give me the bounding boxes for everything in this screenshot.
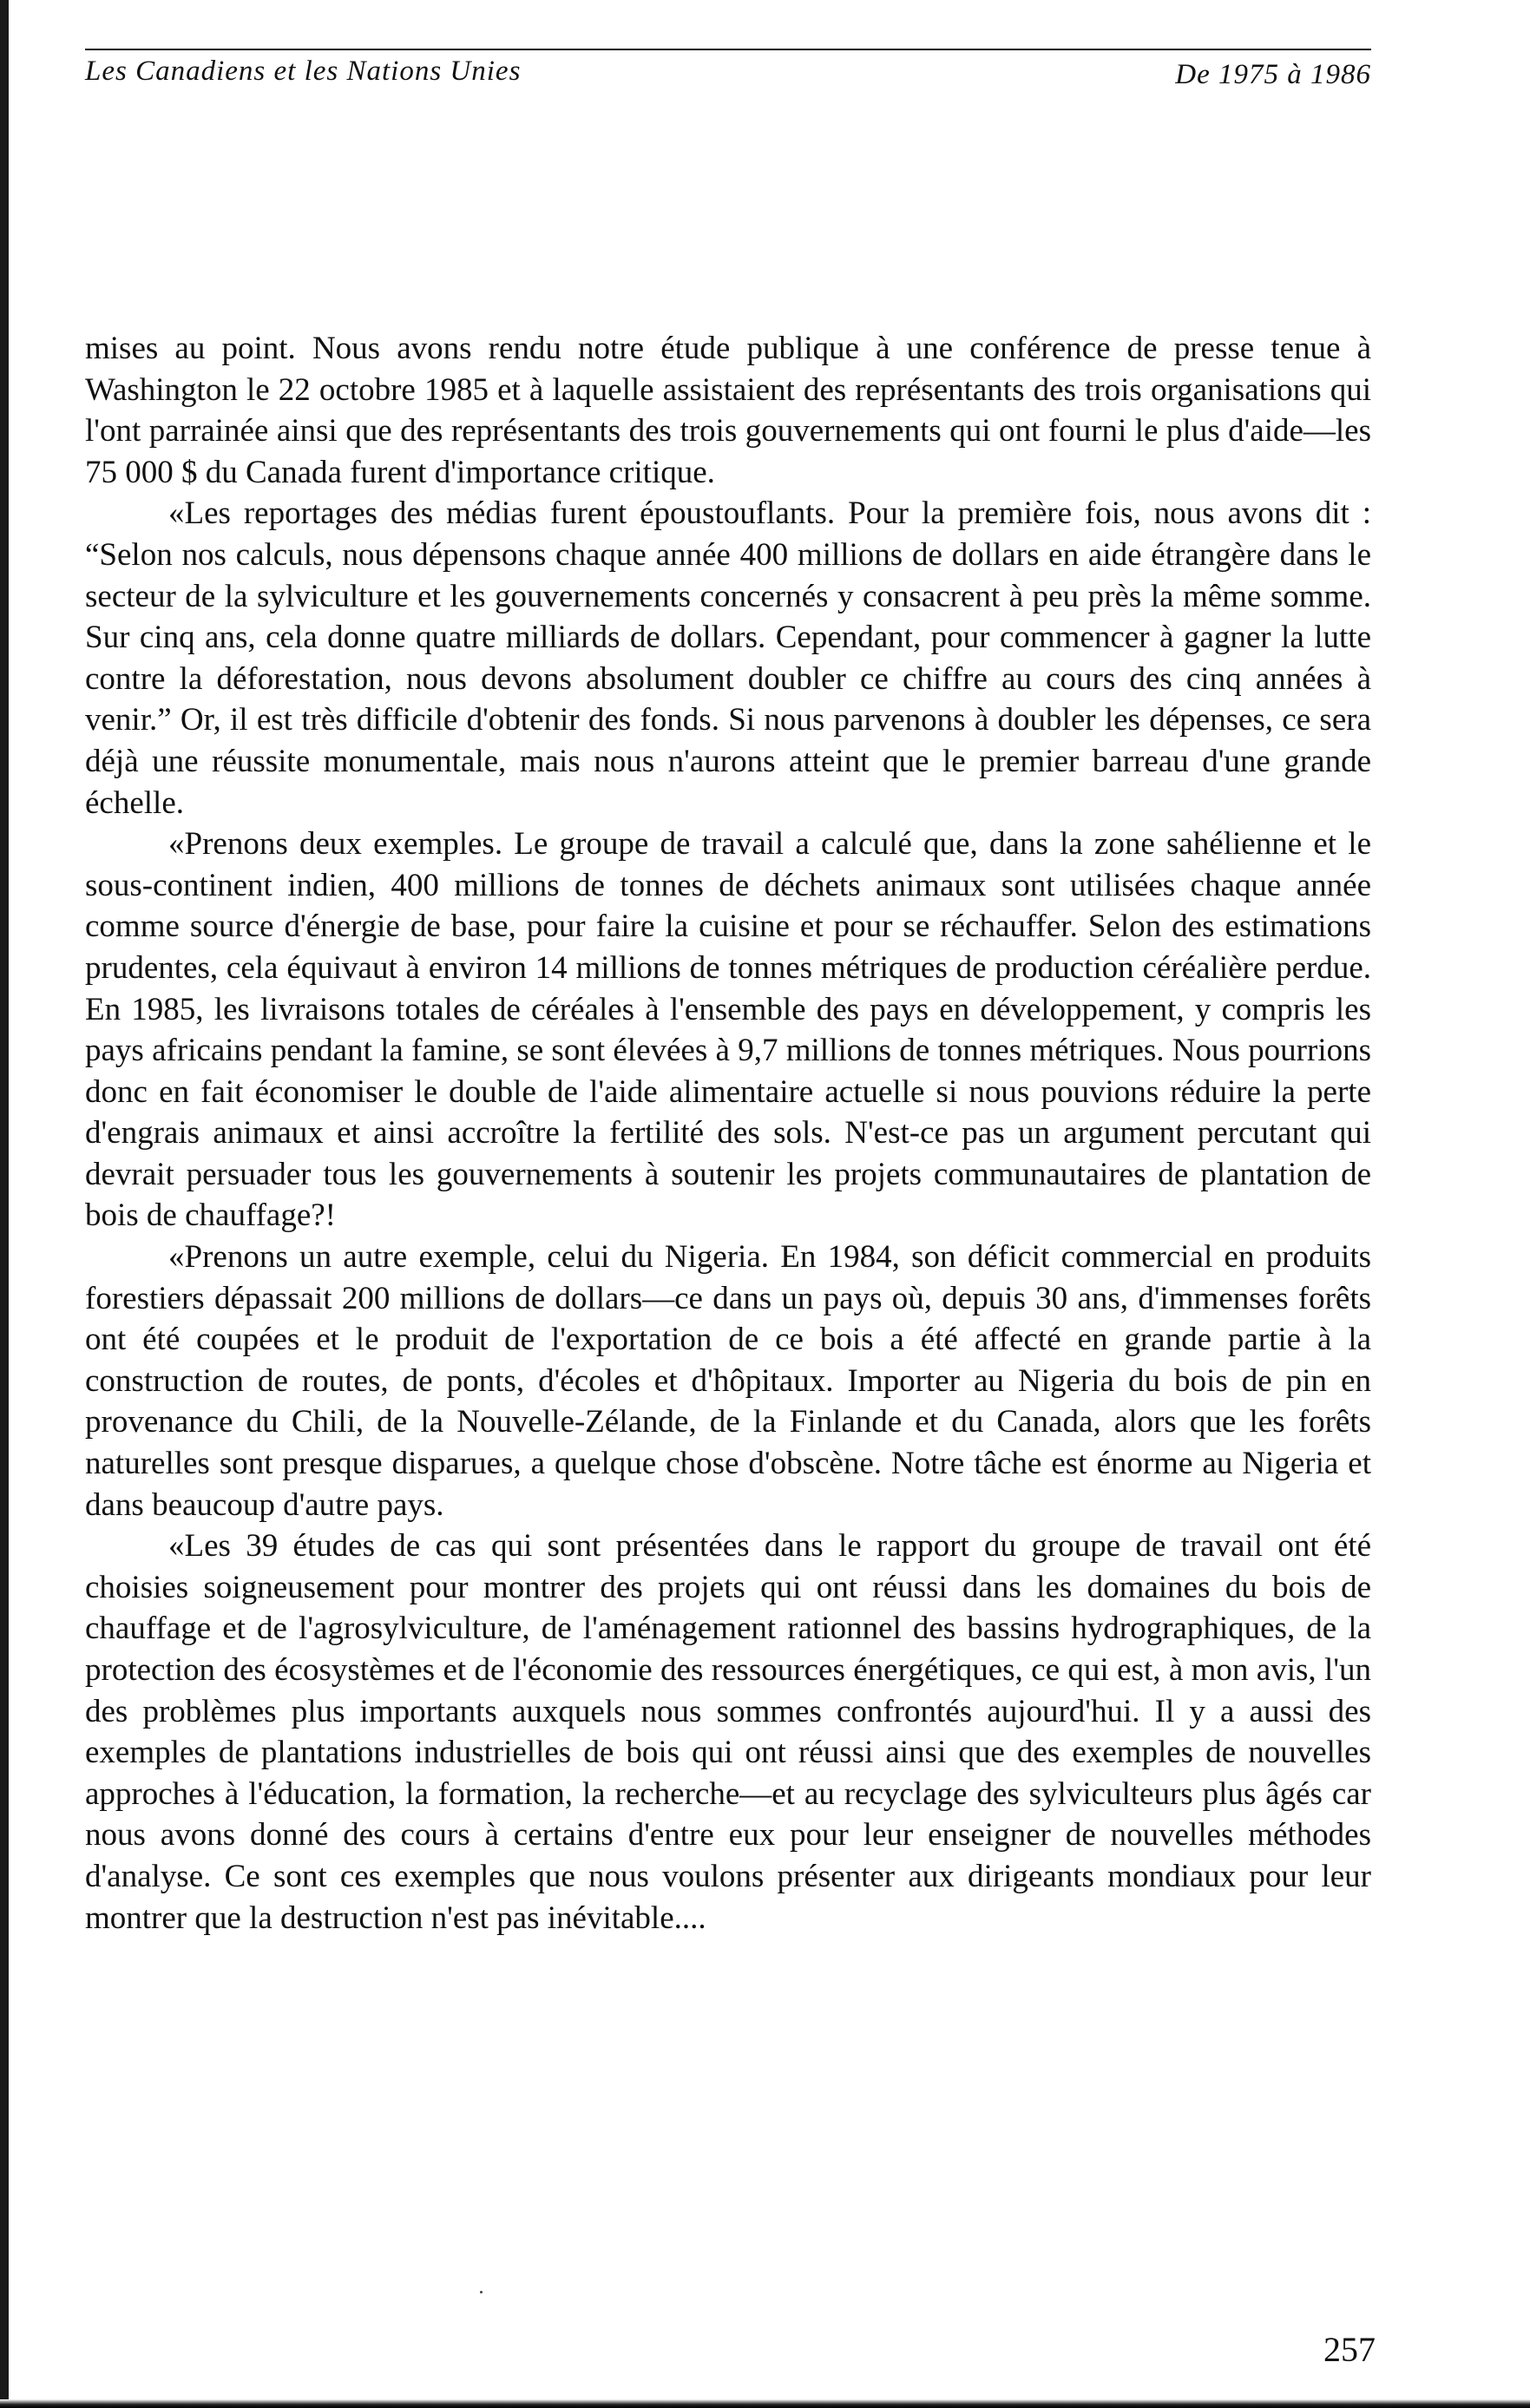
paragraph: mises au point. Nous avons rendu notre étude publique à une conférence de presse tenue à Washington le 22 octobre 1985 et à laquelle assistaient des représentants des trois organisations qui l'ont parrainée ainsi que des représentants des trois gouvernements qui ont fourni le plus d'aide—les 75 000 $ du Canada furent d'importance critique. — [85, 331, 1371, 490]
paragraph: «Les 39 études de cas qui sont présentées dans le rapport du groupe de travail ont été choisies soigneusement pour montrer des projets qui ont réussi dans les domaines du bois de chauffage et de l'agrosylviculture, de l'aménagement rationnel des bassins hydrographiques, de la protection des écosystèmes et de l'économie des ressources énergétiques, ce qui est, à mon avis, l'un des problèmes plus importants auxquels nous sommes confrontés aujourd'hui. Il y a aussi des exemples de plantations industrielles de bois qui ont réussi ainsi que des exemples de nouvelles approches à l'éducation, la formation, la recherche—et au recyclage des sylviculteurs plus âgés car nous avons donné des cours à certains d'entre eux pour leur enseigner de nouvelles méthodes d'analyse. Ce sont ces exemples que nous voulons présenter aux dirigeants mondiaux pour leur montrer que la destruction n'est pas inévitable.... — [85, 1528, 1371, 1936]
header-rule — [85, 49, 1371, 50]
scan-bottom-edge — [0, 2399, 1530, 2408]
body-text — [85, 328, 1371, 1939]
running-header-period: De 1975 à 1986 — [1175, 59, 1371, 90]
running-header — [85, 52, 1371, 92]
scan-speck — [480, 2291, 483, 2293]
paragraph: «Prenons un autre exemple, celui du Nigeria. En 1984, son déficit commercial en produits forestiers dépassait 200 millions de dollars—ce dans un pays où, depuis 30 ans, d'immenses forêts ont été coupées et le produit de l'exportation de ce bois a été affecté en grande partie à la construction de routes, de ponts, d'écoles et d'hôpitaux. Importer au Nigeria du bois de pin en provenance du Chili, de la Nouvelle-Zélande, de la Finlande et du Canada, alors que les forêts naturelles sont presque disparues, a quelque chose d'obscène. Notre tâche est énorme au Nigeria et dans beaucoup d'autre pays. — [85, 1239, 1371, 1523]
scan-left-edge — [0, 0, 9, 2408]
running-header-title: Les Canadiens et les Nations Unies — [85, 56, 522, 87]
page-number: 257 — [1323, 2330, 1376, 2369]
paragraph: «Les reportages des médias furent époustouflants. Pour la première fois, nous avons dit : “Selon nos calculs, nous dépensons chaque année 400 millions de dollars en aide étrangère dans le secteur de la sylviculture et les gouvernements concernés y consacrent à peu près la même somme. Sur cinq ans, cela donne quatre milliards de dollars. Cependant, pour commencer à gagner la lutte contre la déforestation, nous devons absolument doubler ce chiffre au cours des cinq années à venir.” Or, il est très difficile d'obtenir des fonds. Si nous parvenons à doubler les dépenses, ce sera déjà une réussite monumentale, mais nous n'aurons atteint que le premier barreau d'une grande échelle. — [85, 495, 1371, 821]
paragraph: «Prenons deux exemples. Le groupe de travail a calculé que, dans la zone sahélienne et le sous-continent indien, 400 millions de tonnes de déchets animaux sont utilisées chaque année comme source d'énergie de base, pour faire la cuisine et pour se réchauffer. Selon des estimations prudentes, cela équivaut à environ 14 millions de tonnes métriques de production céréalière perdue. En 1985, les livraisons totales de céréales à l'ensemble des pays en développement, y compris les pays africains pendant la famine, se sont élevées à 9,7 millions de tonnes métriques. Nous pourrions donc en fait économiser le double de l'aide alimentaire actuelle si nous pouvions réduire la perte d'engrais animaux et ainsi accroître la fertilité des sols. N'est-ce pas un argument percutant qui devrait persuader tous les gouvernements à soutenir les projets communautaires de plantation de bois de chauffage?! — [85, 826, 1371, 1234]
